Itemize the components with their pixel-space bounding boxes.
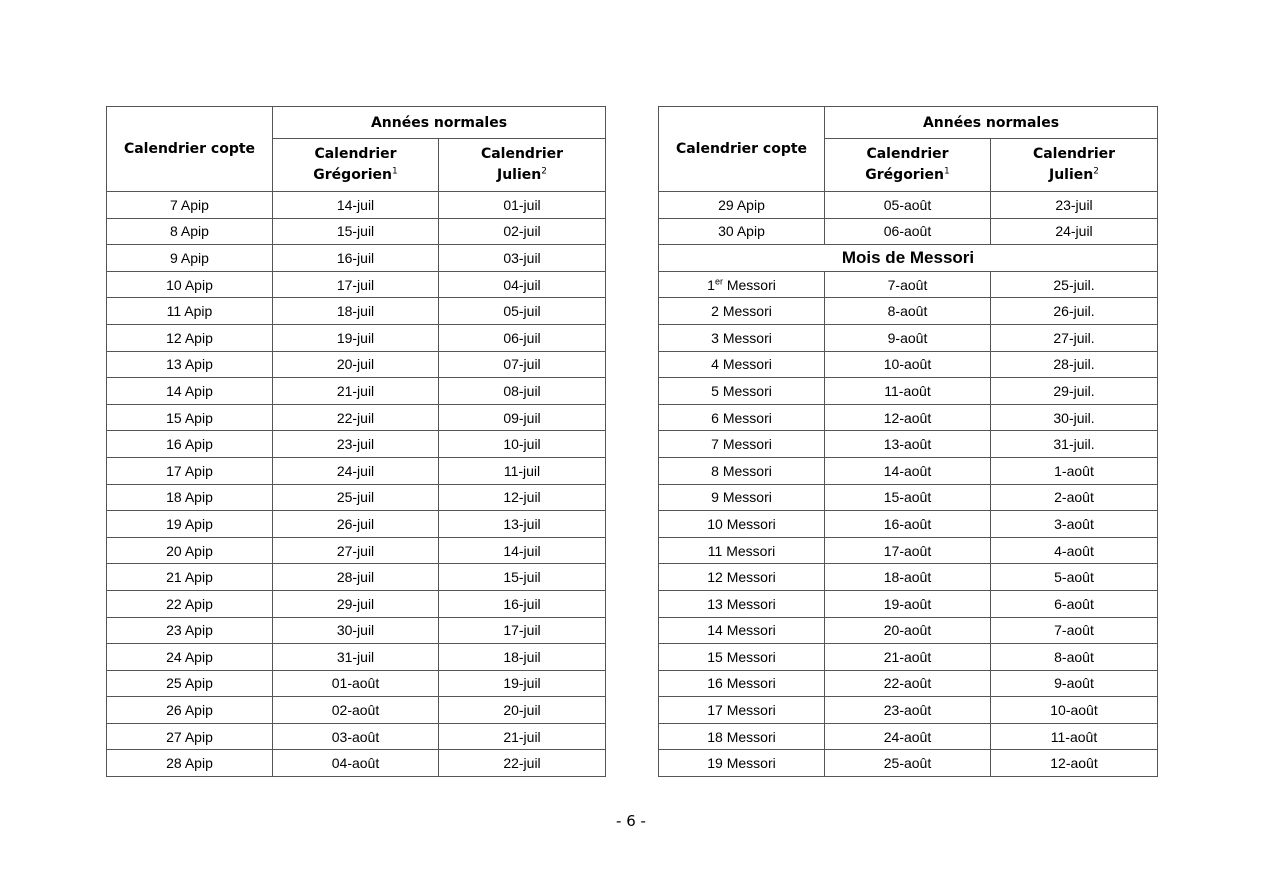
gregorian-date-cell: 12-août [825, 404, 991, 431]
coptic-date-cell: 20 Apip [107, 537, 273, 564]
coptic-date-cell: 3 Messori [659, 324, 825, 351]
coptic-date-cell: 6 Messori [659, 404, 825, 431]
gregorian-date-cell: 28-juil [273, 564, 439, 591]
coptic-date-cell: 25 Apip [107, 670, 273, 697]
julian-date-cell: 4-août [991, 537, 1158, 564]
table-row [107, 644, 606, 671]
gregorian-date-cell: 19-août [825, 590, 991, 617]
table-row [107, 404, 606, 431]
gregorian-date-cell: 9-août [825, 324, 991, 351]
coptic-date-cell: 16 Apip [107, 431, 273, 458]
coptic-date-cell: 27 Apip [107, 723, 273, 750]
coptic-date-cell: 19 Messori [659, 750, 825, 777]
coptic-date-cell: 29 Apip [659, 192, 825, 219]
table-row [659, 404, 1158, 431]
table-row [659, 750, 1158, 777]
julian-date-cell: 24-juil [991, 218, 1158, 245]
gregorian-date-cell: 8-août [825, 298, 991, 325]
table-row [659, 564, 1158, 591]
table-row [659, 271, 1158, 298]
gregorian-date-cell: 17-juil [273, 271, 439, 298]
julian-date-cell: 30-juil. [991, 404, 1158, 431]
gregorian-date-cell: 18-juil [273, 298, 439, 325]
julian-date-cell: 3-août [991, 511, 1158, 538]
coptic-date-cell: 10 Messori [659, 511, 825, 538]
gregorian-date-cell: 24-juil [273, 457, 439, 484]
julian-date-cell: 01-juil [439, 192, 606, 219]
coptic-date-cell: 17 Messori [659, 697, 825, 724]
gregorian-date-cell: 14-août [825, 457, 991, 484]
table-row [659, 697, 1158, 724]
header-julian-line1: Calendrier [480, 146, 564, 162]
gregorian-date-cell: 18-août [825, 564, 991, 591]
gregorian-date-cell: 05-août [825, 192, 991, 219]
ordinal-suffix: er [714, 275, 723, 286]
gregorian-date-cell: 15-août [825, 484, 991, 511]
julian-date-cell: 14-juil [439, 537, 606, 564]
julian-date-cell: 03-juil [439, 245, 606, 272]
table-row [659, 324, 1158, 351]
coptic-date-cell: 14 Messori [659, 617, 825, 644]
table-row [659, 192, 1158, 219]
julian-date-cell: 17-juil [439, 617, 606, 644]
header-julian-line2: Julien [497, 167, 542, 183]
table-body-right-after [659, 298, 1158, 777]
footnote-marker: 1 [943, 166, 950, 177]
table-row [659, 537, 1158, 564]
gregorian-date-cell: 13-août [825, 431, 991, 458]
coptic-date-cell: 21 Apip [107, 564, 273, 591]
gregorian-date-cell: 20-août [825, 617, 991, 644]
coptic-date-cell: 18 Apip [107, 484, 273, 511]
table-row [107, 431, 606, 458]
table-row [659, 378, 1158, 405]
gregorian-date-cell: 25-août [825, 750, 991, 777]
table-row [107, 564, 606, 591]
julian-date-cell: 11-août [991, 723, 1158, 750]
table-row [107, 218, 606, 245]
footnote-marker: 2 [541, 166, 547, 177]
table-row [659, 351, 1158, 378]
julian-date-cell: 07-juil [439, 351, 606, 378]
julian-date-cell: 02-juil [439, 218, 606, 245]
julian-date-cell: 8-août [991, 644, 1158, 671]
coptic-date-cell: 14 Apip [107, 378, 273, 405]
coptic-date-cell: 16 Messori [659, 670, 825, 697]
footnote-marker: 2 [1093, 166, 1099, 177]
table-row [659, 457, 1158, 484]
julian-date-cell: 18-juil [439, 644, 606, 671]
coptic-date-cell: 24 Apip [107, 644, 273, 671]
julian-date-cell: 05-juil [439, 298, 606, 325]
header-gregorian-line1: Calendrier [314, 146, 397, 162]
coptic-date-cell: 30 Apip [659, 218, 825, 245]
coptic-date-cell: 11 Messori [659, 537, 825, 564]
table-row [107, 511, 606, 538]
gregorian-date-cell: 31-juil [273, 644, 439, 671]
table-row [107, 192, 606, 219]
coptic-date-cell: 13 Messori [659, 590, 825, 617]
coptic-date-cell: 13 Apip [107, 351, 273, 378]
julian-date-cell: 13-juil [439, 511, 606, 538]
coptic-date-cell: 9 Apip [107, 245, 273, 272]
julian-date-cell: 10-août [991, 697, 1158, 724]
julian-date-cell: 23-juil [991, 192, 1158, 219]
gregorian-date-cell: 25-juil [273, 484, 439, 511]
table-row [107, 590, 606, 617]
table-row [107, 617, 606, 644]
table-row [107, 351, 606, 378]
table-row [659, 670, 1158, 697]
table-body-right-before [659, 192, 1158, 245]
header-gregorian-line2: Grégorien [865, 167, 944, 183]
coptic-date-cell: 15 Messori [659, 644, 825, 671]
julian-date-cell: 11-juil [439, 457, 606, 484]
header-julian-line1: Calendrier [1032, 146, 1116, 162]
coptic-month: Messori [722, 276, 776, 293]
julian-date-cell: 27-juil. [991, 324, 1158, 351]
julian-date-cell: 06-juil [439, 324, 606, 351]
gregorian-date-cell: 03-août [273, 723, 439, 750]
gregorian-date-cell: 27-juil [273, 537, 439, 564]
coptic-date-cell: 5 Messori [659, 378, 825, 405]
table-row [107, 723, 606, 750]
calendar-table-right [658, 106, 1158, 777]
header-julian-line2: Julien [1049, 167, 1094, 183]
coptic-date-cell: 26 Apip [107, 697, 273, 724]
julian-date-cell: 21-juil [439, 723, 606, 750]
table-row [659, 431, 1158, 458]
table-row [107, 245, 606, 272]
gregorian-date-cell: 22-juil [273, 404, 439, 431]
julian-date-cell: 25-juil. [991, 271, 1158, 298]
julian-date-cell: 6-août [991, 590, 1158, 617]
table-row [107, 484, 606, 511]
julian-date-cell: 5-août [991, 564, 1158, 591]
table-row [659, 590, 1158, 617]
header-julian [439, 139, 606, 192]
julian-date-cell: 15-juil [439, 564, 606, 591]
gregorian-date-cell: 15-juil [273, 218, 439, 245]
coptic-date-cell: 7 Messori [659, 431, 825, 458]
coptic-date-cell: 2 Messori [659, 298, 825, 325]
julian-date-cell: 7-août [991, 617, 1158, 644]
gregorian-date-cell: 11-août [825, 378, 991, 405]
julian-date-cell: 10-juil [439, 431, 606, 458]
header-gregorian [825, 139, 991, 192]
month-title-row [659, 245, 1158, 272]
header-gregorian-line1: Calendrier [866, 146, 949, 162]
coptic-date-cell: 22 Apip [107, 590, 273, 617]
julian-date-cell: 12-juil [439, 484, 606, 511]
gregorian-date-cell: 19-juil [273, 324, 439, 351]
gregorian-date-cell: 10-août [825, 351, 991, 378]
julian-date-cell: 26-juil. [991, 298, 1158, 325]
table-body-left [107, 192, 606, 777]
julian-date-cell: 16-juil [439, 590, 606, 617]
coptic-day: 1 [707, 276, 715, 293]
julian-date-cell: 19-juil [439, 670, 606, 697]
footnote-marker: 1 [391, 166, 398, 177]
table-row [107, 750, 606, 777]
coptic-date-cell: 15 Apip [107, 404, 273, 431]
gregorian-date-cell: 20-juil [273, 351, 439, 378]
coptic-date-cell: 7 Apip [107, 192, 273, 219]
gregorian-date-cell: 29-juil [273, 590, 439, 617]
header-gregorian-line2: Grégorien [313, 167, 392, 183]
julian-date-cell: 08-juil [439, 378, 606, 405]
header-normal-years: Années normales [273, 107, 606, 139]
table-row [107, 324, 606, 351]
coptic-date-cell: 17 Apip [107, 457, 273, 484]
coptic-date-cell: 12 Messori [659, 564, 825, 591]
gregorian-date-cell: 01-août [273, 670, 439, 697]
coptic-date-cell: 12 Apip [107, 324, 273, 351]
gregorian-date-cell: 21-juil [273, 378, 439, 405]
gregorian-date-cell: 23-août [825, 697, 991, 724]
julian-date-cell: 12-août [991, 750, 1158, 777]
gregorian-date-cell: 06-août [825, 218, 991, 245]
gregorian-date-cell: 02-août [273, 697, 439, 724]
table-row [107, 457, 606, 484]
coptic-date-cell: 28 Apip [107, 750, 273, 777]
julian-date-cell: 29-juil. [991, 378, 1158, 405]
header-coptic: Calendrier copte [659, 107, 825, 192]
coptic-date-cell: 11 Apip [107, 298, 273, 325]
coptic-date-cell: 8 Apip [107, 218, 273, 245]
gregorian-date-cell: 16-août [825, 511, 991, 538]
gregorian-date-cell: 22-août [825, 670, 991, 697]
table-body-month [659, 245, 1158, 298]
julian-date-cell: 9-août [991, 670, 1158, 697]
header-normal-years: Années normales [825, 107, 1158, 139]
table-row [107, 697, 606, 724]
coptic-date-cell: 10 Apip [107, 271, 273, 298]
table-row [659, 218, 1158, 245]
table-row [107, 670, 606, 697]
julian-date-cell: 20-juil [439, 697, 606, 724]
julian-date-cell: 31-juil. [991, 431, 1158, 458]
gregorian-date-cell: 04-août [273, 750, 439, 777]
coptic-date-cell: 19 Apip [107, 511, 273, 538]
gregorian-date-cell: 21-août [825, 644, 991, 671]
julian-date-cell: 1-août [991, 457, 1158, 484]
table-row [659, 511, 1158, 538]
julian-date-cell: 2-août [991, 484, 1158, 511]
table-row [107, 537, 606, 564]
header-coptic: Calendrier copte [107, 107, 273, 192]
gregorian-date-cell: 26-juil [273, 511, 439, 538]
coptic-date-cell [659, 271, 825, 298]
table-row [659, 298, 1158, 325]
table-row [659, 644, 1158, 671]
julian-date-cell: 09-juil [439, 404, 606, 431]
gregorian-date-cell: 24-août [825, 723, 991, 750]
julian-date-cell: 04-juil [439, 271, 606, 298]
header-julian [991, 139, 1158, 192]
coptic-date-cell: 8 Messori [659, 457, 825, 484]
gregorian-date-cell: 30-juil [273, 617, 439, 644]
table-row [659, 617, 1158, 644]
gregorian-date-cell: 17-août [825, 537, 991, 564]
table-row [659, 484, 1158, 511]
julian-date-cell: 22-juil [439, 750, 606, 777]
coptic-date-cell: 4 Messori [659, 351, 825, 378]
table-row [659, 723, 1158, 750]
calendar-table-left [106, 106, 606, 777]
gregorian-date-cell: 14-juil [273, 192, 439, 219]
coptic-date-cell: 23 Apip [107, 617, 273, 644]
header-gregorian [273, 139, 439, 192]
julian-date-cell: 28-juil. [991, 351, 1158, 378]
month-title: Mois de Messori [659, 245, 1158, 272]
table-row [107, 378, 606, 405]
coptic-date-cell: 9 Messori [659, 484, 825, 511]
gregorian-date-cell: 16-juil [273, 245, 439, 272]
gregorian-date-cell: 7-août [825, 271, 991, 298]
gregorian-date-cell: 23-juil [273, 431, 439, 458]
table-row [107, 298, 606, 325]
coptic-date-cell: 18 Messori [659, 723, 825, 750]
page-number: - 6 - [616, 812, 646, 830]
table-row [107, 271, 606, 298]
